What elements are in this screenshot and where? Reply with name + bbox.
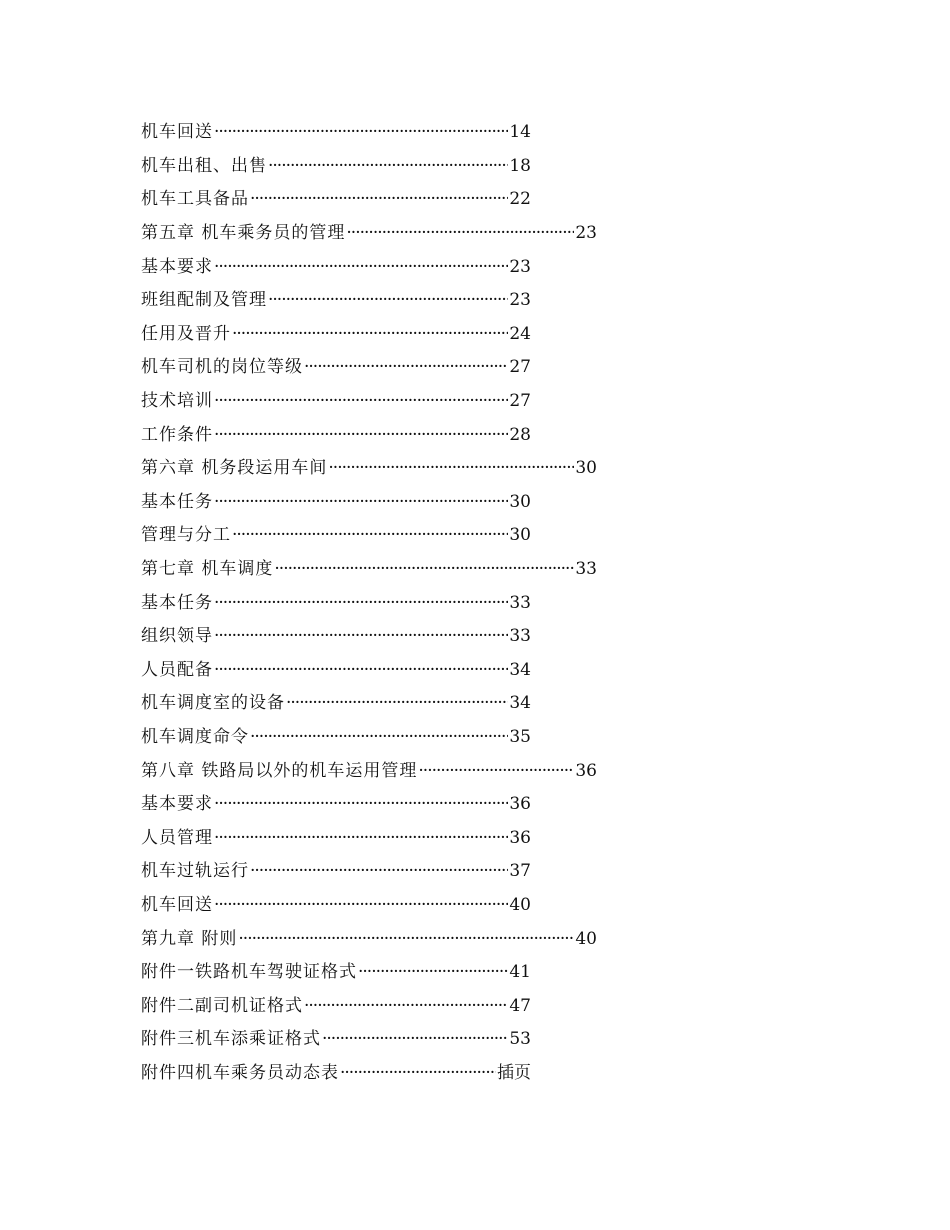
toc-entry-title: 第七章 机车调度 <box>141 559 274 580</box>
toc-entry <box>141 957 531 982</box>
toc-entry-title: 基本要求 <box>141 256 213 277</box>
toc-dot-leader <box>268 290 508 310</box>
toc-dot-leader <box>238 929 574 949</box>
toc-entry-row <box>141 281 621 315</box>
toc-entry-title: 第五章 机车乘务员的管理 <box>141 223 346 244</box>
toc-page-number: 36 <box>509 794 531 815</box>
toc-entry-row <box>141 247 621 281</box>
toc-entry <box>141 655 531 680</box>
toc-entry-row <box>141 483 621 517</box>
toc-chapter-row <box>141 751 621 785</box>
toc-page-number: 47 <box>509 995 531 1016</box>
toc-dot-leader <box>286 693 508 713</box>
toc-entry <box>141 588 531 613</box>
toc-entry-row <box>141 415 621 449</box>
toc-page-number: 33 <box>575 559 597 580</box>
toc-entry-title: 机车回送 <box>141 122 213 143</box>
toc-entry-row <box>141 516 621 550</box>
toc-dot-leader <box>214 593 508 613</box>
toc-page-number: 33 <box>509 626 531 647</box>
toc-entry-title: 第九章 附则 <box>141 928 238 949</box>
toc-entry <box>141 621 531 646</box>
toc-dot-leader <box>322 1029 508 1049</box>
toc-dot-leader <box>268 156 508 176</box>
toc-entry-row <box>141 180 621 214</box>
toc-entry-title: 任用及晋升 <box>141 323 231 344</box>
toc-entry-title: 机车出租、出售 <box>141 155 267 176</box>
toc-dot-leader <box>214 828 508 848</box>
toc-entry-row <box>141 1054 621 1088</box>
toc-page-number: 14 <box>509 122 531 143</box>
toc-page-number: 23 <box>509 290 531 311</box>
toc-dot-leader <box>232 525 508 545</box>
toc-page-number: 53 <box>509 1029 531 1050</box>
toc-entry-row <box>141 382 621 416</box>
toc-dot-leader <box>214 660 508 680</box>
toc-entry <box>141 688 531 713</box>
toc-entry <box>141 285 531 310</box>
toc-entry-row <box>141 113 621 147</box>
toc-entry-row <box>141 684 621 718</box>
toc-entry <box>141 991 531 1016</box>
toc-entry-title: 机车工具备品 <box>141 189 249 210</box>
toc-dot-leader <box>304 357 508 377</box>
toc-entry <box>141 218 597 243</box>
toc-entry-title: 基本任务 <box>141 592 213 613</box>
toc-entry-title: 第八章 铁路局以外的机车运用管理 <box>141 760 418 781</box>
toc-entry <box>141 554 597 579</box>
toc-page-number: 23 <box>575 223 597 244</box>
toc-entry-title: 管理与分工 <box>141 525 231 546</box>
toc-entry-row <box>141 852 621 886</box>
toc-entry <box>141 487 531 512</box>
toc-entry-title: 班组配制及管理 <box>141 290 267 311</box>
toc-page-number: 27 <box>509 391 531 412</box>
toc-page-number: 35 <box>509 726 531 747</box>
toc-dot-leader <box>304 996 508 1016</box>
toc-dot-leader <box>214 391 508 411</box>
toc-page-number: 36 <box>509 827 531 848</box>
toc-entry <box>141 252 531 277</box>
toc-entry <box>141 789 531 814</box>
toc-chapter-row <box>141 550 621 584</box>
toc-page-number: 41 <box>509 962 531 983</box>
toc-entry-title: 第六章 机务段运用车间 <box>141 458 328 479</box>
toc-entry <box>141 1058 531 1083</box>
toc-entry <box>141 151 531 176</box>
toc-entry-title: 附件三机车添乘证格式 <box>141 1029 321 1050</box>
toc-entry-title: 人员管理 <box>141 827 213 848</box>
toc-entry-row <box>141 147 621 181</box>
toc-dot-leader <box>418 761 574 781</box>
toc-dot-leader <box>214 122 508 142</box>
toc-entry-row <box>141 785 621 819</box>
toc-entry <box>141 722 531 747</box>
toc-dot-leader <box>346 223 574 243</box>
toc-dot-leader <box>250 727 508 747</box>
toc-dot-leader <box>340 1063 496 1083</box>
toc-entry-row <box>141 953 621 987</box>
toc-dot-leader <box>250 861 508 881</box>
toc-entry-row <box>141 886 621 920</box>
toc-dot-leader <box>232 324 508 344</box>
toc-entry <box>141 756 597 781</box>
toc-entry-row <box>141 818 621 852</box>
toc-dot-leader <box>250 189 508 209</box>
toc-dot-leader <box>214 492 508 512</box>
toc-page-number: 37 <box>509 861 531 882</box>
table-of-contents <box>141 113 621 1087</box>
toc-entry <box>141 890 531 915</box>
toc-page-number: 28 <box>509 424 531 445</box>
toc-dot-leader <box>214 895 508 915</box>
toc-entry <box>141 924 597 949</box>
toc-entry <box>141 520 531 545</box>
toc-entry <box>141 420 531 445</box>
toc-page-number: 23 <box>509 256 531 277</box>
toc-entry-row <box>141 651 621 685</box>
toc-entry-title: 工作条件 <box>141 424 213 445</box>
toc-dot-leader <box>214 794 508 814</box>
toc-dot-leader <box>214 626 508 646</box>
toc-entry <box>141 1024 531 1049</box>
toc-entry-title: 机车司机的岗位等级 <box>141 357 303 378</box>
toc-chapter-row <box>141 214 621 248</box>
toc-page-number: 36 <box>575 760 597 781</box>
toc-page-number: 34 <box>509 659 531 680</box>
toc-entry <box>141 386 531 411</box>
toc-page-number: 30 <box>509 491 531 512</box>
toc-entry <box>141 823 531 848</box>
toc-entry-title: 基本任务 <box>141 491 213 512</box>
toc-entry-title: 组织领导 <box>141 626 213 647</box>
toc-entry-row <box>141 1020 621 1054</box>
toc-entry-title: 机车回送 <box>141 894 213 915</box>
toc-chapter-row <box>141 919 621 953</box>
toc-chapter-row <box>141 449 621 483</box>
toc-entry-title: 人员配备 <box>141 659 213 680</box>
toc-page-number: 24 <box>509 323 531 344</box>
toc-entry <box>141 352 531 377</box>
toc-dot-leader <box>214 257 508 277</box>
toc-entry-title: 附件二副司机证格式 <box>141 995 303 1016</box>
toc-page-number: 33 <box>509 592 531 613</box>
toc-entry <box>141 856 531 881</box>
toc-entry <box>141 117 531 142</box>
toc-entry <box>141 184 531 209</box>
toc-page-number: 27 <box>509 357 531 378</box>
toc-entry-row <box>141 718 621 752</box>
toc-page-number: 18 <box>509 155 531 176</box>
toc-dot-leader <box>214 425 508 445</box>
toc-entry-title: 基本要求 <box>141 794 213 815</box>
toc-dot-leader <box>274 559 574 579</box>
toc-dot-leader <box>328 458 574 478</box>
toc-entry <box>141 319 531 344</box>
toc-entry-title: 技术培训 <box>141 391 213 412</box>
toc-entry-title: 机车调度室的设备 <box>141 693 285 714</box>
toc-entry-title: 机车调度命令 <box>141 726 249 747</box>
toc-page-number: 40 <box>509 894 531 915</box>
toc-entry-title: 机车过轨运行 <box>141 861 249 882</box>
toc-page-number: 插页 <box>497 1062 531 1083</box>
toc-entry-row <box>141 348 621 382</box>
toc-entry-row <box>141 986 621 1020</box>
toc-entry-row <box>141 315 621 349</box>
toc-entry-row <box>141 617 621 651</box>
toc-entry-row <box>141 583 621 617</box>
toc-entry-title: 附件一铁路机车驾驶证格式 <box>141 962 357 983</box>
toc-dot-leader <box>358 962 508 982</box>
toc-page-number: 34 <box>509 693 531 714</box>
toc-page-number: 30 <box>509 525 531 546</box>
toc-page-number: 22 <box>509 189 531 210</box>
toc-entry-title: 附件四机车乘务员动态表 <box>141 1062 339 1083</box>
toc-page-number: 40 <box>575 928 597 949</box>
toc-page-number: 30 <box>575 458 597 479</box>
toc-entry <box>141 453 597 478</box>
